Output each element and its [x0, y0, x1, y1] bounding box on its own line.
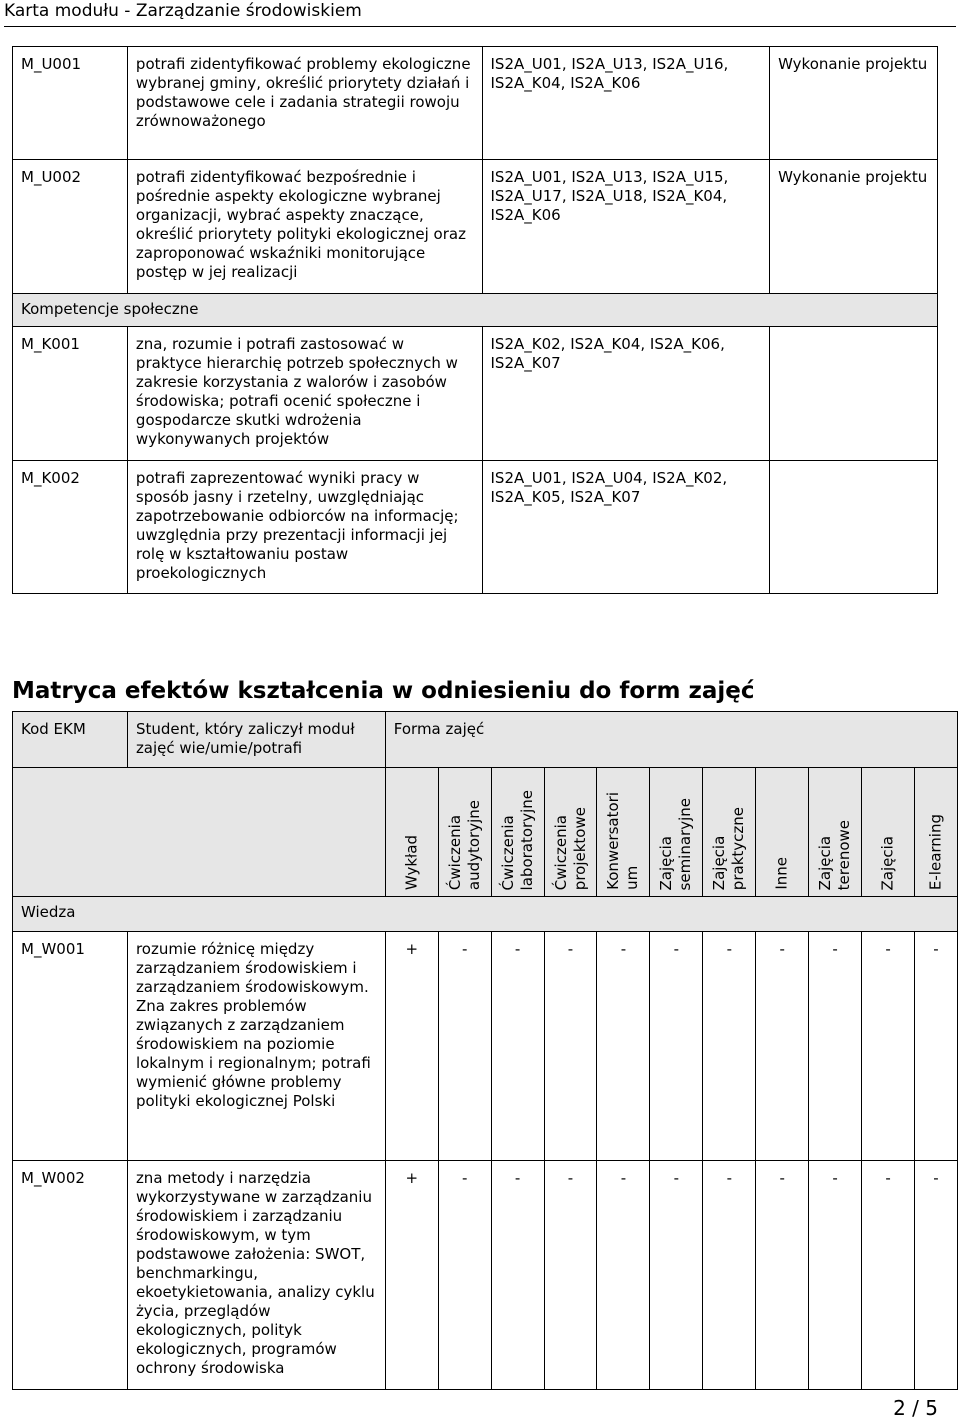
form-mark: -: [862, 1161, 915, 1390]
forms-header-row: [13, 768, 958, 897]
form-mark: -: [544, 932, 597, 1161]
outcome-description: rozumie różnicę między zarządzaniem środowiskiem i zarządzaniem środowiskowym. Zna zakres problemów związanych z zarządzaniem środowiskiem na poziomie lokalnym i regionalnym; potrafi wymienić główne problemy polityki ekologicznej Polski: [127, 932, 385, 1161]
col-header-forms: Forma zajęć: [385, 712, 957, 768]
form-mark: -: [915, 932, 958, 1161]
form-label: Konwersatori um: [604, 792, 642, 890]
form-mark: -: [809, 1161, 862, 1390]
form-header: [544, 768, 597, 897]
outcome-method: Wykonanie projektu: [770, 47, 938, 160]
form-mark: -: [756, 1161, 809, 1390]
form-label: Ćwiczenia projektowe: [551, 806, 589, 890]
outcome-code: M_U002: [13, 160, 128, 294]
outcome-code: M_U001: [13, 47, 128, 160]
form-header: [491, 768, 544, 897]
outcome-code: M_K001: [13, 327, 128, 461]
page-header-title: Karta modułu - Zarządzanie środowiskiem: [4, 0, 956, 27]
form-mark: -: [438, 1161, 491, 1390]
empty-header-cell: [13, 768, 386, 897]
form-header: [650, 768, 703, 897]
form-header: [809, 768, 862, 897]
outcome-description: potrafi zaprezentować wyniki pracy w sposób jasny i rzetelny, uwzględniając zapotrzebowanie odbiorców na informację; uwzględnia przy prezentacji informacji jej rolę w kształtowaniu postaw proekologicznych: [127, 461, 482, 594]
section-header-row: [13, 897, 958, 932]
form-label: Ćwiczenia laboratoryjne: [498, 789, 536, 890]
form-mark: -: [650, 1161, 703, 1390]
outcome-method: [770, 461, 938, 594]
form-header: [597, 768, 650, 897]
form-mark: -: [703, 932, 756, 1161]
matrix-title: Matryca efektów kształcenia w odniesieniu do form zajęć: [12, 678, 755, 704]
table-row: [13, 1161, 958, 1390]
page-number: 2 / 5: [893, 1396, 938, 1420]
outcome-description: zna, rozumie i potrafi zastosować w praktyce hierarchię potrzeb społecznych w zakresie korzystania z walorów i zasobów środowiska; potrafi ocenić społeczne i gospodarcze skutki wdrożenia wykonywanych projektów: [127, 327, 482, 461]
outcome-method: [770, 327, 938, 461]
form-mark: -: [862, 932, 915, 1161]
form-mark: +: [385, 1161, 438, 1390]
outcome-code: M_W002: [13, 1161, 128, 1390]
form-label: Zajęcia praktyczne: [710, 806, 748, 890]
form-mark: -: [756, 932, 809, 1161]
form-header: [756, 768, 809, 897]
form-mark: +: [385, 932, 438, 1161]
form-mark: -: [809, 932, 862, 1161]
form-label: Zajęcia seminaryjne: [657, 797, 695, 890]
col-header-student: Student, który zaliczył moduł zajęć wie/umie/potrafi: [127, 712, 385, 768]
section-label: Kompetencje społeczne: [13, 294, 938, 327]
table-row: [13, 160, 938, 294]
outcome-related: IS2A_U01, IS2A_U13, IS2A_U15, IS2A_U17, IS2A_U18, IS2A_K04, IS2A_K06: [482, 160, 770, 294]
form-header: [385, 768, 438, 897]
form-header: [915, 768, 958, 897]
form-mark: -: [491, 932, 544, 1161]
form-label: Inne: [772, 857, 791, 890]
form-header: [862, 768, 915, 897]
outcome-description: zna metody i narzędzia wykorzystywane w zarządzaniu środowiskiem i zarządzaniu środowiskowym, w tym podstawowe założenia: SWOT, benchmarkingu, ekoetykietowania, analizy cyklu życia, przeglądów ekologicznych, polityk ekologicznych, programów ochrony środowiska: [127, 1161, 385, 1390]
form-label: Wykład: [402, 834, 421, 890]
outcome-related: IS2A_U01, IS2A_U13, IS2A_U16, IS2A_K04, IS2A_K06: [482, 47, 770, 160]
outcome-related: IS2A_K02, IS2A_K04, IS2A_K06, IS2A_K07: [482, 327, 770, 461]
outcome-related: IS2A_U01, IS2A_U04, IS2A_K02, IS2A_K05, IS2A_K07: [482, 461, 770, 594]
form-mark: -: [544, 1161, 597, 1390]
outcome-code: M_K002: [13, 461, 128, 594]
table-row: [13, 932, 958, 1161]
form-mark: -: [650, 932, 703, 1161]
form-label: E-learning: [926, 813, 945, 890]
form-mark: -: [915, 1161, 958, 1390]
matrix-table: [12, 711, 958, 1390]
form-mark: -: [597, 932, 650, 1161]
table-row: [13, 47, 938, 160]
form-label: Ćwiczenia audytoryjne: [445, 799, 483, 890]
form-mark: -: [597, 1161, 650, 1390]
form-mark: -: [703, 1161, 756, 1390]
form-mark: -: [491, 1161, 544, 1390]
form-header: [703, 768, 756, 897]
outcome-description: potrafi zidentyfikować bezpośrednie i pośrednie aspekty ekologiczne wybranej organizacji, wybrać aspekty znaczące, określić priorytety polityki ekologicznej oraz zaproponować wskaźniki monitorujące postęp w jej realizacji: [127, 160, 482, 294]
outcome-description: potrafi zidentyfikować problemy ekologiczne wybranej gminy, określić priorytety działań i podstawowe cele i zadania strategii rowoju zrównoważonego: [127, 47, 482, 160]
outcome-code: M_W001: [13, 932, 128, 1161]
table-row: [13, 327, 938, 461]
outcome-method: Wykonanie projektu: [770, 160, 938, 294]
section-label: Wiedza: [13, 897, 958, 932]
matrix-header-row: [13, 712, 958, 768]
col-header-code: Kod EKM: [13, 712, 128, 768]
table-row: [13, 461, 938, 594]
form-label: Zajęcia terenowe: [816, 819, 854, 890]
form-label: Zajęcia: [878, 835, 897, 890]
form-header: [438, 768, 491, 897]
form-mark: -: [438, 932, 491, 1161]
section-header-row: [13, 294, 938, 327]
learning-outcomes-table: [12, 46, 938, 594]
